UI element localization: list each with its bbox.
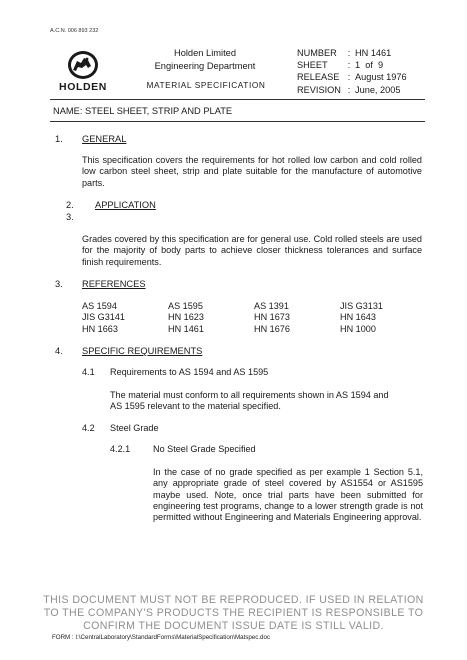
section-4-number: 4. [55, 346, 63, 356]
company-block [140, 47, 270, 72]
section-3-stray-number: 3. [66, 212, 74, 222]
section-4-1-body: The material must conform to all requirements shown in AS 1594 and AS 1595 relevant to the material specified. [110, 390, 389, 412]
name-divider [50, 121, 425, 122]
meta-revision-value: June, 2005 [355, 84, 401, 95]
meta-number-value: HN 1461 [355, 48, 392, 58]
section-2-title: APPLICATION [95, 200, 156, 210]
section-4-2-number: 4.2 [82, 423, 95, 433]
reference-item: JIS G3131 [340, 301, 383, 311]
reproduction-notice [30, 594, 437, 633]
notice-line: TO THE COMPANY'S PRODUCTS THE RECIPIENT IS RESPONSIBLE TO [43, 607, 424, 619]
document-name-line: NAME: STEEL SHEET, STRIP AND PLATE [53, 106, 233, 116]
reference-item: HN 1643 [340, 312, 376, 323]
meta-number: NUMBER : HN 1461 [297, 48, 392, 58]
section-2-body: Grades covered by this specification are for general use. Cold rolled steels are used for the majority of body parts to achieve closer thickness tolerances and surface finish requirements. [82, 234, 422, 267]
form-path: FORM : I:\CentralLaboratory\StandardForms\MaterialSpecification\Matspec.doc [52, 634, 271, 641]
section-2-number: 2. [66, 200, 74, 210]
reference-item: HN 1623 [168, 312, 204, 323]
reference-item: HN 1676 [254, 323, 290, 334]
company-name: Holden Limited [173, 48, 236, 58]
meta-sheet: SHEET : 1 of 9 [297, 60, 384, 71]
reference-item: HN 1663 [82, 323, 118, 334]
section-1-number: 1. [55, 134, 63, 144]
section-1-title: GENERAL [82, 134, 127, 144]
section-3-number: 3. [55, 279, 63, 289]
meta-release: RELEASE : August 1976 [297, 72, 407, 83]
references-grid [82, 301, 427, 335]
section-4-1-title: Requirements to AS 1594 and AS 1595 [110, 367, 269, 377]
acn-number: A.C.N. 006 893 232 [50, 28, 99, 34]
meta-release-value: August 1976 [355, 72, 407, 83]
reference-item: AS 1391 [254, 301, 289, 311]
notice-line: CONFIRM THE DOCUMENT ISSUE DATE IS STILL VALID. [83, 620, 384, 632]
section-3-title: REFERENCES [82, 279, 146, 289]
holden-wordmark: HOLDEN [59, 81, 107, 93]
section-4-1-number: 4.1 [82, 367, 95, 377]
meta-revision: REVISION : June, 2005 [297, 84, 401, 95]
spec-type-title: MATERIAL SPECIFICATION [146, 80, 266, 90]
document-meta [297, 47, 407, 96]
section-1-body: This specification covers the requirements for hot rolled low carbon and cold rolled low carbon steel sheet, strip and plate suitable for the manufacture of automotive parts. [82, 155, 422, 188]
reference-item: HN 1461 [168, 323, 204, 334]
reference-item: AS 1595 [168, 301, 203, 311]
reference-item: AS 1594 [82, 301, 117, 311]
reference-item: HN 1000 [340, 323, 376, 334]
notice-line: THIS DOCUMENT MUST NOT BE REPRODUCED. IF USED IN RELATION [43, 594, 424, 606]
department-name: Engineering Department [154, 60, 256, 71]
reference-item: HN 1673 [254, 312, 290, 323]
section-4-2-1-title: No Steel Grade Specified [153, 444, 256, 454]
section-4-2-1-number: 4.2.1 [110, 444, 131, 454]
reference-item: JIS G3141 [82, 312, 125, 323]
section-4-2-1-body: In the case of no grade specified as per example 1 Section 5.1, any appropriate grade of steel covered by AS1554 or AS1595 maybe used. Note, once trial parts have been submitted for engineering test programs, change to a lower strength grade is not permitted without Engineering and Materials Engineering approval. [153, 467, 423, 523]
section-4-2-title: Steel Grade [110, 423, 159, 433]
meta-sheet-value: 1 of 9 [355, 60, 384, 71]
section-4-title: SPECIFIC REQUIREMENTS [82, 346, 203, 356]
header-divider [50, 99, 425, 100]
